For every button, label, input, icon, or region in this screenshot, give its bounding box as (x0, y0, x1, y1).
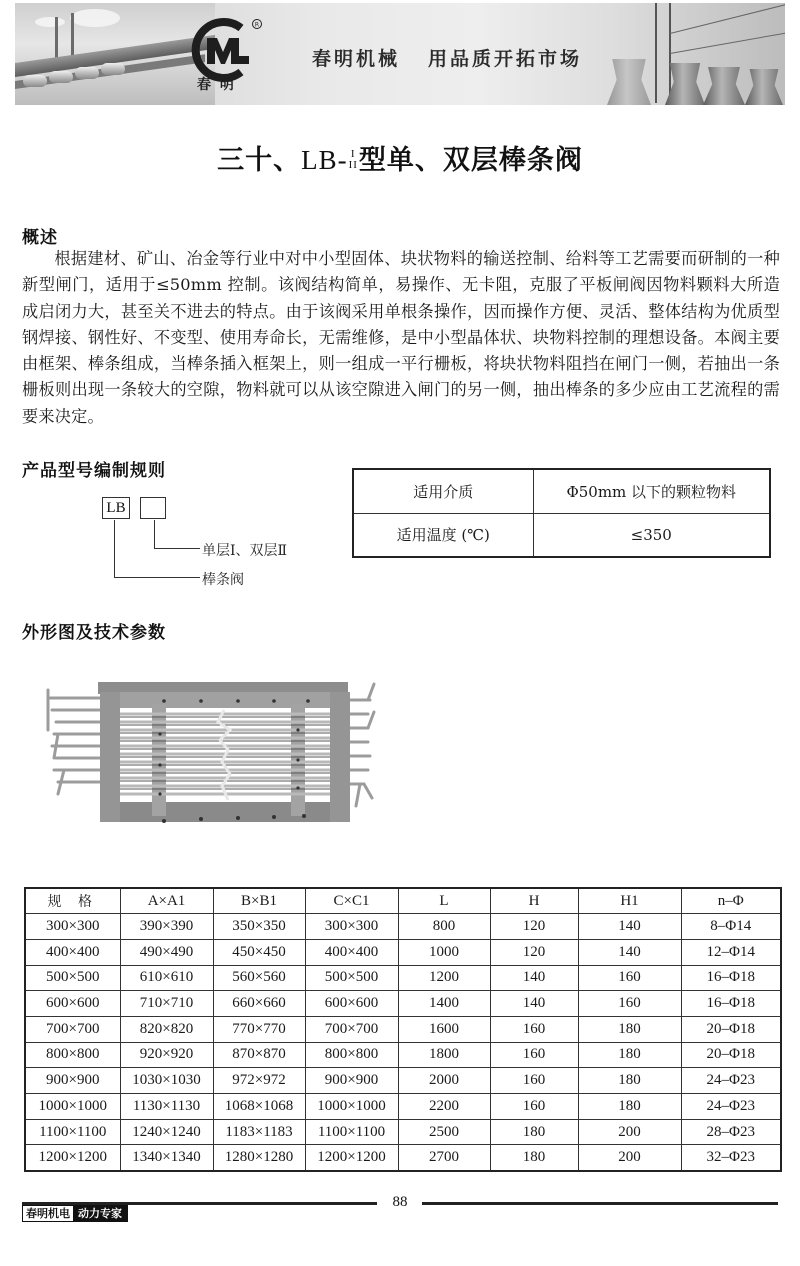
cell-h1: 180 (578, 1042, 681, 1068)
banner-slogan (312, 44, 582, 71)
cell-h: 180 (490, 1119, 578, 1145)
connector-line (154, 520, 155, 549)
cell-c-c1: 600×600 (305, 991, 398, 1017)
cell-b-b1: 560×560 (213, 965, 305, 991)
cell-c-c1: 1000×1000 (305, 1094, 398, 1120)
cell-h: 160 (490, 1068, 578, 1094)
logo-chinese-text: 春 明 (197, 77, 236, 93)
cell-spec: 400×400 (25, 939, 120, 965)
cell-l: 2000 (398, 1068, 490, 1094)
cell-a-a1: 490×490 (120, 939, 213, 965)
cell-h1: 180 (578, 1094, 681, 1120)
page-title (0, 138, 800, 177)
table-row (25, 965, 781, 991)
cell-b-b1: 1183×1183 (213, 1119, 305, 1145)
cell-spec: 1000×1000 (25, 1094, 120, 1120)
bar-gate-valve-image (38, 670, 378, 830)
cell-l: 1400 (398, 991, 490, 1017)
spec-value: Φ50mm 以下的颗粒物料 (533, 469, 770, 513)
table-row (25, 1145, 781, 1171)
tank-car-decoration (23, 75, 47, 87)
cell-a-a1: 820×820 (120, 1016, 213, 1042)
cooling-tower-decoration (703, 67, 745, 105)
cell-l: 2500 (398, 1119, 490, 1145)
table-row (25, 1094, 781, 1120)
slogan-company: 春明机械 (312, 48, 401, 70)
connector-line (114, 577, 200, 578)
footer-brand-tag (22, 1205, 128, 1222)
cooling-tower-decoration (745, 69, 783, 105)
title-roman-stack (349, 149, 358, 171)
cell-h1: 140 (578, 939, 681, 965)
cell-c-c1: 800×800 (305, 1042, 398, 1068)
table-row (25, 1016, 781, 1042)
label-valve-type: 棒条阀 (202, 572, 244, 588)
cell-h1: 160 (578, 965, 681, 991)
cell-n-phi: 20–Φ18 (681, 1016, 781, 1042)
cell-spec: 500×500 (25, 965, 120, 991)
cell-n-phi: 20–Φ18 (681, 1042, 781, 1068)
cell-h: 160 (490, 1016, 578, 1042)
roman-two: II (348, 158, 358, 171)
cell-spec: 1200×1200 (25, 1145, 120, 1171)
cell-c-c1: 500×500 (305, 965, 398, 991)
cell-l: 2200 (398, 1094, 490, 1120)
cell-c-c1: 900×900 (305, 1068, 398, 1094)
table-row (25, 1119, 781, 1145)
spec-row (353, 513, 770, 557)
overview-heading: 概述 (22, 228, 58, 248)
cell-h: 140 (490, 965, 578, 991)
power-pylon-decoration (655, 3, 671, 103)
cloud-decoration (35, 17, 65, 27)
cell-l: 1800 (398, 1042, 490, 1068)
spec-label: 适用温度 (℃) (353, 513, 533, 557)
header-a-a1: A×A1 (120, 888, 213, 914)
cooling-tower-decoration (665, 63, 705, 105)
cell-n-phi: 24–Φ23 (681, 1068, 781, 1094)
page-number: 88 (392, 1194, 408, 1210)
cell-h1: 200 (578, 1145, 681, 1171)
header-spec: 规 格 (25, 888, 120, 914)
spec-label: 适用介质 (353, 469, 533, 513)
cell-spec: 600×600 (25, 991, 120, 1017)
brand-motto: 动力专家 (73, 1206, 127, 1221)
cell-b-b1: 660×660 (213, 991, 305, 1017)
cell-b-b1: 1068×1068 (213, 1094, 305, 1120)
cell-n-phi: 8–Φ14 (681, 914, 781, 940)
cell-h: 180 (490, 1145, 578, 1171)
title-model: LB- (301, 145, 348, 175)
code-box-lb: LB (102, 497, 130, 519)
cell-h1: 140 (578, 914, 681, 940)
cell-l: 2700 (398, 1145, 490, 1171)
table-row (25, 939, 781, 965)
cell-a-a1: 1030×1030 (120, 1068, 213, 1094)
cell-l: 800 (398, 914, 490, 940)
header-c-c1: C×C1 (305, 888, 398, 914)
tank-car-decoration (75, 67, 99, 79)
header-h: H (490, 888, 578, 914)
cell-h1: 180 (578, 1016, 681, 1042)
label-layer-type: 单层Ⅰ、双层Ⅱ (202, 543, 288, 559)
cell-spec: 900×900 (25, 1068, 120, 1094)
cell-a-a1: 610×610 (120, 965, 213, 991)
header-n-phi: n–Φ (681, 888, 781, 914)
cell-h1: 180 (578, 1068, 681, 1094)
cell-n-phi: 24–Φ23 (681, 1094, 781, 1120)
cell-a-a1: 710×710 (120, 991, 213, 1017)
overview-paragraph: 根据建材、矿山、冶金等行业中对中小型固体、块状物料的输送控制、给料等工艺需要而研制的一种新型闸门，适用于≤50mm 控制。该阀结构简单，易操作、无卡阻，克服了平板闸阀因物料颗料大所造成启闭力大，甚至关不进去的特点。由于该阀采用单根条操作，因而操作方便、灵活、整体结构为优质型钢焊接、钢性好、不变型、使用寿命长，无需维修，是中小型晶体状、块物料控制的理想设备。本阀主要由框架、棒条组成，当棒条插入框架上，则一组成一平行栅板，将块状物料阻挡在闸门一侧，若抽出一条栅板则出现一条较大的空隙，物料就可以从该空隙进入闸门的另一侧，抽出棒条的多少应由工艺流程的需要来决定。 (22, 249, 780, 426)
cell-b-b1: 870×870 (213, 1042, 305, 1068)
brand-name: 春明机电 (23, 1206, 73, 1221)
cell-b-b1: 1280×1280 (213, 1145, 305, 1171)
cell-a-a1: 1130×1130 (120, 1094, 213, 1120)
cell-h1: 200 (578, 1119, 681, 1145)
header-b-b1: B×B1 (213, 888, 305, 914)
code-box-layer (140, 497, 166, 519)
footer-rule-right (422, 1202, 778, 1205)
cell-c-c1: 400×400 (305, 939, 398, 965)
cell-n-phi: 12–Φ14 (681, 939, 781, 965)
model-code-heading: 产品型号编制规则 (22, 461, 166, 481)
table-row (25, 991, 781, 1017)
connector-line (154, 548, 200, 549)
power-line-decoration (670, 4, 785, 34)
cell-l: 1000 (398, 939, 490, 965)
table-row (25, 1068, 781, 1094)
svg-text:R: R (254, 21, 260, 29)
spec-row (353, 469, 770, 513)
tank-car-decoration (101, 63, 125, 75)
cell-a-a1: 1240×1240 (120, 1119, 213, 1145)
cell-b-b1: 770×770 (213, 1016, 305, 1042)
cell-c-c1: 700×700 (305, 1016, 398, 1042)
cell-b-b1: 350×350 (213, 914, 305, 940)
cell-h: 120 (490, 939, 578, 965)
cloud-decoration (70, 9, 120, 27)
medium-spec-table (352, 468, 771, 558)
cell-spec: 700×700 (25, 1016, 120, 1042)
cell-l: 1200 (398, 965, 490, 991)
cell-spec: 1100×1100 (25, 1119, 120, 1145)
table-row (25, 914, 781, 940)
cell-l: 1600 (398, 1016, 490, 1042)
spec-value: ≤350 (533, 513, 770, 557)
cell-a-a1: 390×390 (120, 914, 213, 940)
tank-car-decoration (49, 71, 73, 83)
header-h1: H1 (578, 888, 681, 914)
cell-b-b1: 450×450 (213, 939, 305, 965)
cell-h: 160 (490, 1094, 578, 1120)
table-row (25, 1042, 781, 1068)
cell-b-b1: 972×972 (213, 1068, 305, 1094)
slogan-tagline: 用品质开拓市场 (428, 48, 583, 70)
cell-h1: 160 (578, 991, 681, 1017)
cell-h: 160 (490, 1042, 578, 1068)
cell-h: 120 (490, 914, 578, 940)
header-l: L (398, 888, 490, 914)
cell-a-a1: 920×920 (120, 1042, 213, 1068)
cooling-tower-decoration (607, 59, 651, 105)
connector-line (114, 520, 115, 578)
cell-spec: 300×300 (25, 914, 120, 940)
figure-heading: 外形图及技术参数 (22, 623, 166, 643)
cell-c-c1: 1200×1200 (305, 1145, 398, 1171)
cell-n-phi: 28–Φ23 (681, 1119, 781, 1145)
cell-n-phi: 32–Φ23 (681, 1145, 781, 1171)
cell-c-c1: 1100×1100 (305, 1119, 398, 1145)
cell-n-phi: 16–Φ18 (681, 991, 781, 1017)
table-header-row (25, 888, 781, 914)
technical-parameter-table (24, 887, 782, 1172)
cell-c-c1: 300×300 (305, 914, 398, 940)
cell-spec: 800×800 (25, 1042, 120, 1068)
roman-one: I (350, 147, 356, 160)
cell-n-phi: 16–Φ18 (681, 965, 781, 991)
title-suffix: 型单、双层棒条阀 (358, 145, 583, 176)
cell-a-a1: 1340×1340 (120, 1145, 213, 1171)
cell-h: 140 (490, 991, 578, 1017)
title-prefix: 三十、 (217, 145, 302, 176)
power-line-decoration (670, 32, 785, 54)
